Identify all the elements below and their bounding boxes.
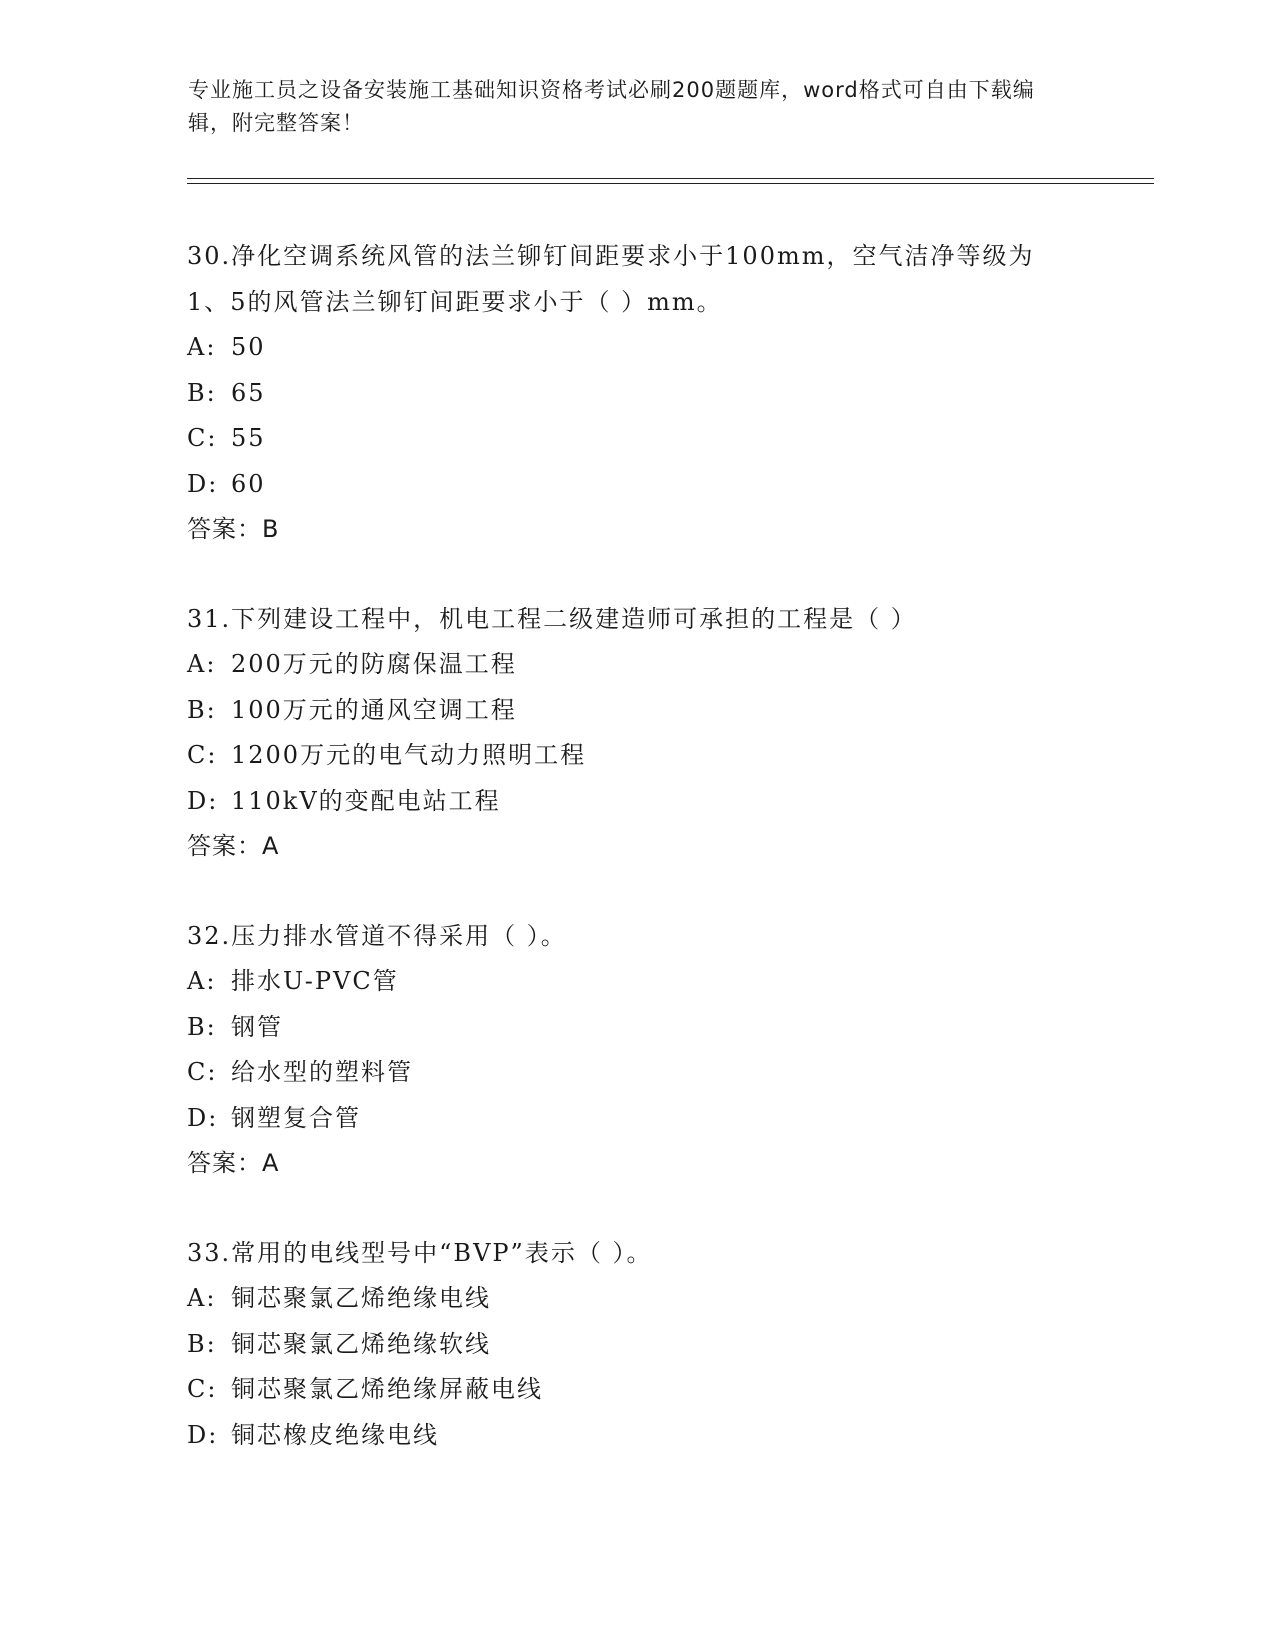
option-key: D: [187, 1420, 219, 1449]
option-key: A: [187, 650, 217, 678]
question-item [187, 914, 1087, 1187]
question-item [187, 597, 1087, 870]
option-d [187, 779, 1087, 825]
option-text: 铜芯橡皮绝缘电线 [231, 1420, 439, 1449]
option-text: 给水型的塑料管 [231, 1058, 413, 1086]
option-key: C: [187, 1375, 218, 1403]
option-b [187, 1005, 1087, 1051]
answer-line: 答案：A [187, 832, 280, 860]
option-key: D: [187, 1103, 219, 1132]
option-text: 60 [231, 469, 266, 498]
option-a [187, 1276, 1087, 1322]
option-text: 100万元的通风空调工程 [231, 695, 517, 724]
option-key: C: [187, 741, 218, 769]
option-a [187, 642, 1087, 688]
option-key: A: [187, 967, 217, 995]
option-c [187, 733, 1087, 779]
option-a [187, 325, 1087, 371]
option-key: D: [187, 469, 219, 498]
document-header: 专业施工员之设备安装施工基础知识资格考试必刷200题题库，word格式可自由下载编辑，附完整答案！ [188, 78, 1035, 135]
question-stem: 32.压力排水管道不得采用（ ）。 [187, 921, 567, 950]
option-d [187, 462, 1087, 508]
question-item [187, 1231, 1087, 1459]
option-key: B: [187, 378, 217, 407]
option-text: 排水U-PVC管 [231, 967, 399, 995]
option-text: 铜芯聚氯乙烯绝缘屏蔽电线 [231, 1375, 543, 1403]
option-text: 钢塑复合管 [231, 1103, 361, 1132]
option-text: 铜芯聚氯乙烯绝缘电线 [231, 1284, 491, 1312]
option-a [187, 959, 1087, 1005]
option-b [187, 371, 1087, 417]
option-c [187, 1050, 1087, 1096]
option-key: C: [187, 424, 218, 452]
question-stem: 31.下列建设工程中，机电工程二级建造师可承担的工程是（ ） [187, 604, 917, 633]
option-text: 65 [231, 378, 266, 407]
option-key: D: [187, 786, 219, 815]
option-b [187, 1322, 1087, 1368]
option-key: A: [187, 1284, 217, 1312]
option-text: 110kV的变配电站工程 [231, 786, 501, 815]
option-key: B: [187, 1012, 217, 1041]
option-c [187, 1367, 1087, 1413]
option-text: 钢管 [231, 1012, 283, 1041]
answer-line: 答案：A [187, 1149, 280, 1177]
option-key: C: [187, 1058, 218, 1086]
option-key: A: [187, 333, 217, 361]
option-text: 铜芯聚氯乙烯绝缘软线 [231, 1329, 491, 1358]
option-b [187, 688, 1087, 734]
option-text: 200万元的防腐保温工程 [231, 650, 517, 678]
option-d [187, 1413, 1087, 1459]
answer-line: 答案：B [187, 515, 280, 543]
question-stem: 33.常用的电线型号中“BVP”表示（ ）。 [187, 1238, 653, 1267]
option-key: B: [187, 695, 217, 724]
option-c [187, 416, 1087, 462]
question-item [187, 234, 1087, 553]
option-text: 55 [231, 424, 266, 452]
option-text: 50 [231, 333, 266, 361]
header-double-rule [187, 178, 1154, 184]
question-list [187, 234, 1087, 1502]
question-stem: 30.净化空调系统风管的法兰铆钉间距要求小于100mm，空气洁净等级为1、5的风管法兰铆钉间距要求小于（ ）mm。 [187, 242, 1035, 316]
option-key: B: [187, 1329, 217, 1358]
option-d [187, 1096, 1087, 1142]
option-text: 1200万元的电气动力照明工程 [231, 741, 587, 769]
